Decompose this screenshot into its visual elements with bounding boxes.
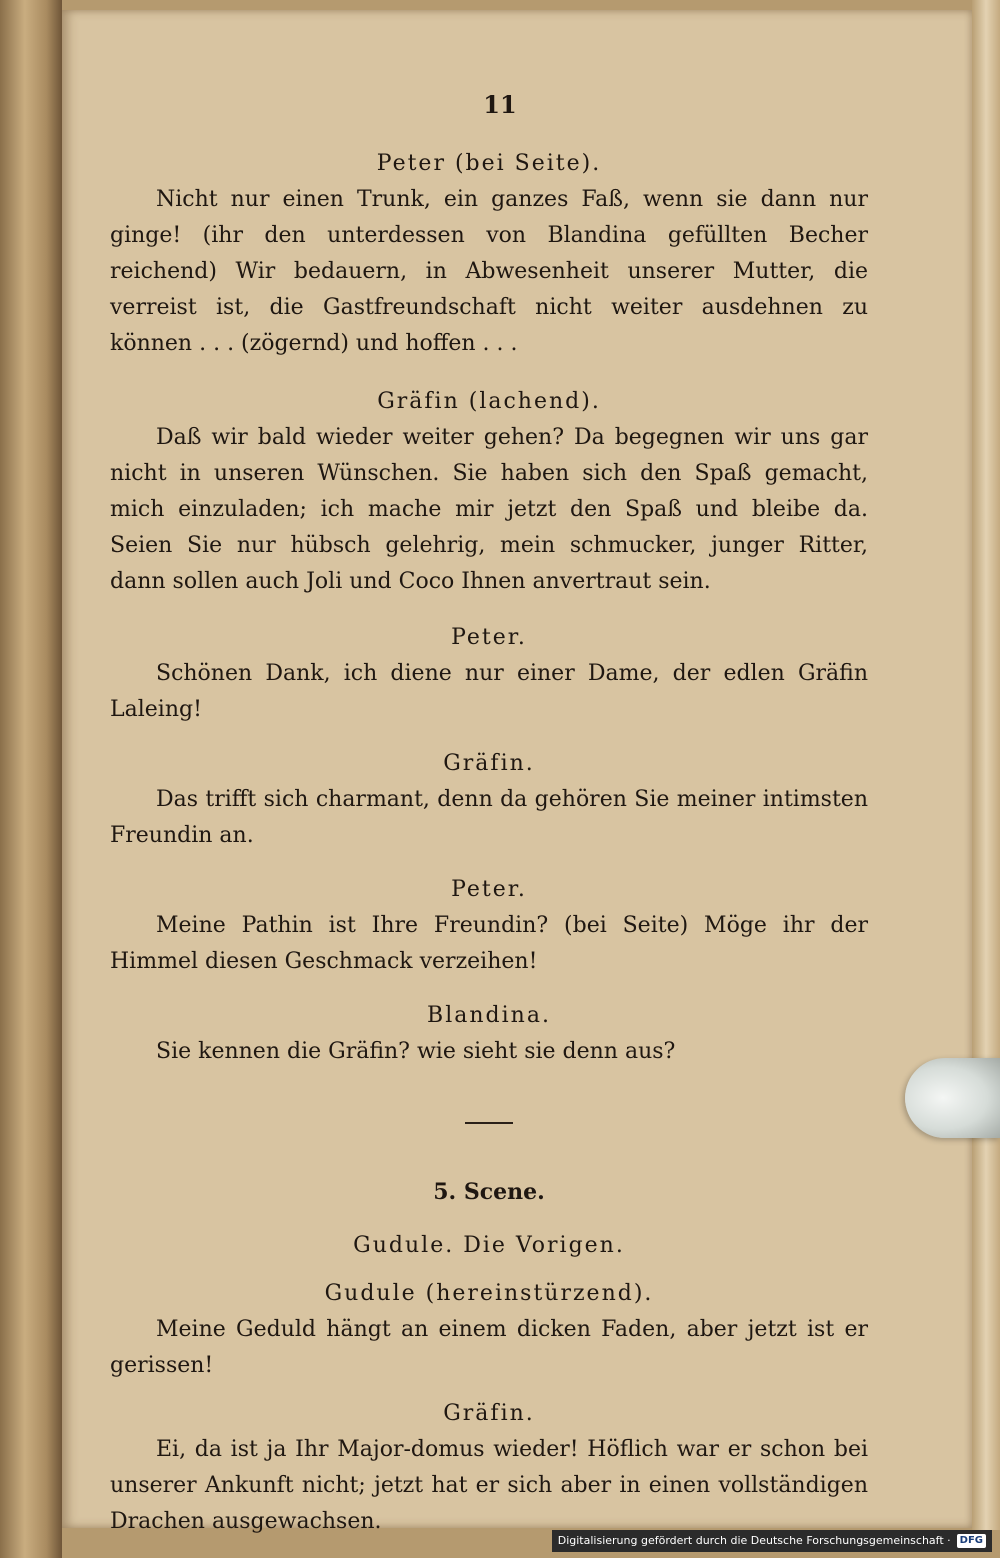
dialogue-paragraph: Das trifft sich charmant, denn da gehören Sie meiner intimsten Freundin an. [110, 787, 868, 848]
dialogue-paragraph: Sie kennen die Gräfin? wie sieht sie denn aus? [156, 1039, 676, 1064]
speaker-line: Peter. [451, 877, 527, 902]
text-block-1 [110, 146, 868, 1540]
dialogue-paragraph: Nicht nur einen Trunk, ein ganzes Faß, wenn sie dann nur ginge! (ihr den unterdessen von Blandina gefüllten Becher reichend) Wir bedauern, in Abwesenheit unserer Mutter, die verreist ist, die Gastfreundschaft nicht weiter ausdehnen zu können . . . (zögernd) und hoffen . . . [110, 187, 868, 356]
page-number: 11 [483, 90, 517, 119]
speaker-line: Peter (bei Seite). [376, 151, 602, 176]
book-left-edge [0, 0, 62, 1558]
speaker-line: Gräfin (lachend). [377, 389, 601, 414]
scene-cast: Gudule. Die Vorigen. [353, 1233, 625, 1258]
speaker-line: Blandina. [427, 1003, 551, 1028]
scene-heading: 5. Scene. [433, 1179, 545, 1205]
book-right-edge [972, 0, 1000, 1530]
speaker-line: Gräfin. [443, 1401, 535, 1426]
dfg-logo: DFG [957, 1534, 986, 1548]
speaker-line: Gudule (hereinstürzend). [324, 1281, 654, 1306]
speaker-line: Peter. [451, 625, 527, 650]
page-clip [905, 1058, 1000, 1138]
dialogue-paragraph: Schönen Dank, ich diene nur einer Dame, der edlen Gräfin Laleing! [110, 661, 868, 722]
digitization-footer [552, 1530, 992, 1552]
dialogue-paragraph: Daß wir bald wieder weiter gehen? Da begegnen wir uns gar nicht in unseren Wünschen. Sie haben sich den Spaß gemacht, mich einzuladen; ich mache mir jetzt den Spaß und bleibe da. Seien Sie nur hübsch gelehrig, mein schmucker, junger Ritter, dann sollen auch Joli und Coco Ihnen anvertraut sein. [110, 425, 868, 594]
speaker-line: Gräfin. [443, 751, 535, 776]
footer-text: Digitalisierung gefördert durch die Deutsche Forschungsgemeinschaft · [557, 1534, 951, 1547]
dialogue-paragraph: Meine Pathin ist Ihre Freundin? (bei Seite) Möge ihr der Himmel diesen Geschmack verzeihen! [110, 913, 868, 974]
dialogue-paragraph: Ei, da ist ja Ihr Major-domus wieder! Höflich war er schon bei unserer Ankunft nicht; jetzt hat er sich aber in einen vollständigen Drachen ausgewachsen. [110, 1437, 868, 1534]
dialogue-paragraph: Meine Geduld hängt an einem dicken Faden, aber jetzt ist er gerissen! [110, 1317, 868, 1378]
